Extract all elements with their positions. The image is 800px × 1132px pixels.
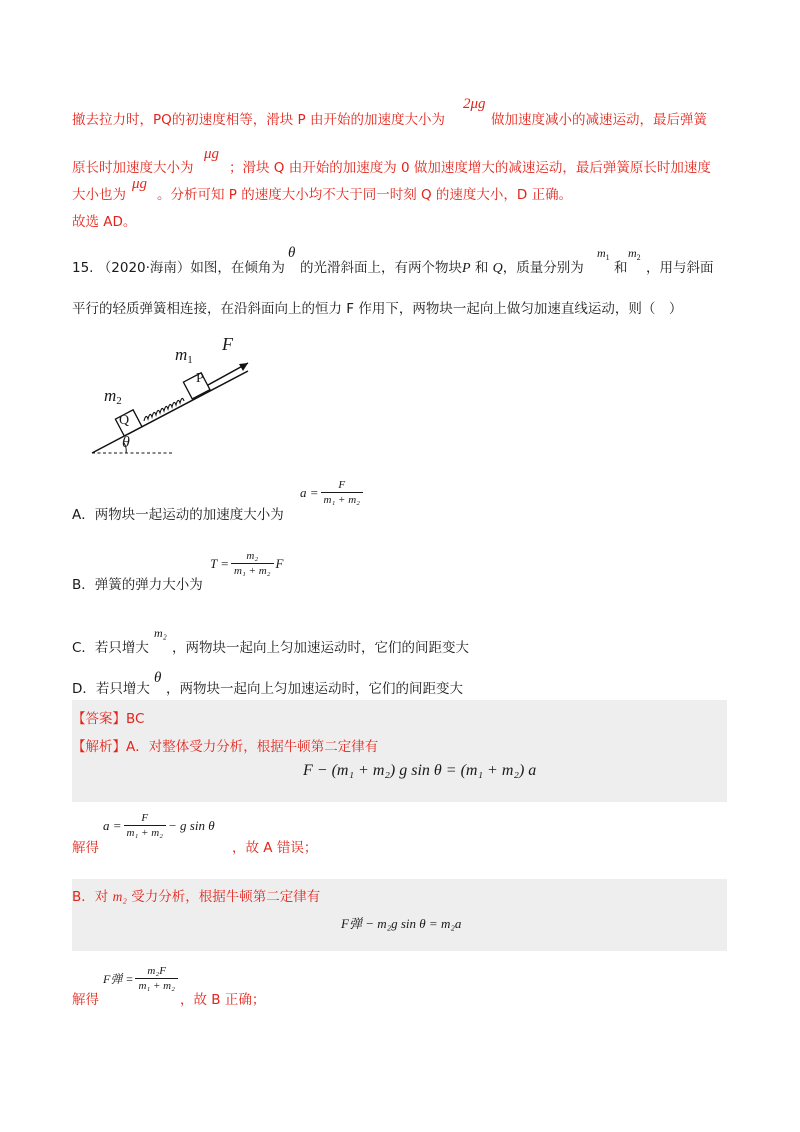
option-D-text-b: ，两物块一起向上匀加速运动时，它们的间距变大 (166, 681, 463, 697)
prev-solution-line-2a: 原长时加速度大小为 (72, 160, 194, 176)
option-B-formula (210, 550, 283, 577)
figure-label-m1 (175, 345, 193, 366)
numerator: m₂F (147, 965, 166, 977)
numerator: m₂ (246, 550, 259, 562)
m: m (628, 246, 637, 260)
numerator: F (338, 479, 346, 491)
math-mug-1: μg (204, 146, 220, 162)
analysis-label: 【解析】A．对整体受力分析，根据牛顿第二定律有 (72, 739, 379, 755)
denominator: m₁ + m₂ (135, 978, 177, 992)
m1-symbol (597, 246, 610, 262)
option-D-text-a: D．若只增大 (72, 681, 150, 697)
question-line-2: 平行的轻质弹簧相连接，在沿斜面向上的恒力 F 作用下，两物块一起向上做匀加速直线运动，则（ ） (72, 301, 683, 317)
text: 的光滑斜面上，有两个物块 (300, 260, 462, 276)
question-line-1 (72, 256, 285, 276)
option-C-text-a: C．若只增大 (72, 640, 149, 656)
lhs: a = (103, 817, 122, 833)
math-mug-2: μg (132, 176, 148, 192)
m2-symbol (628, 246, 641, 262)
figure-label-F: F (222, 334, 233, 354)
text: B．对 (72, 889, 113, 905)
fraction (231, 550, 273, 577)
question-number: 15. (72, 260, 94, 276)
m: m (104, 386, 117, 405)
option-A-text: A．两物块一起运动的加速度大小为 (72, 507, 284, 523)
lhs: a = (300, 484, 319, 500)
denominator: m₁ + m₂ (231, 563, 273, 577)
conclusion-B: ，故 B 正确； (180, 992, 266, 1008)
answer-label: 【答案】BC (72, 711, 145, 727)
denominator: m₁ + m₂ (321, 492, 363, 506)
m2: m₂ (112, 889, 128, 904)
m: m (175, 345, 188, 364)
prev-solution-line-4: 故选 AD。 (72, 214, 137, 230)
prev-solution-line-3a: 大小也为 (72, 187, 126, 203)
numerator: F (141, 812, 149, 824)
tail: F (275, 555, 284, 571)
prev-solution-line-1 (72, 108, 445, 128)
incline-line (92, 371, 248, 453)
figure-label-m2 (104, 386, 122, 407)
figure-label-Q: Q (119, 413, 130, 428)
fraction (124, 812, 166, 839)
sub: 1 (605, 253, 610, 262)
prev-solution-line-2b: ；滑块 Q 由开始的加速度为 0 做加速度增大的减速运动，最后弹簧原长时加速度 (229, 160, 711, 176)
fraction (135, 965, 177, 992)
question-line-1d: ，用与斜面 (646, 260, 714, 276)
question-line-1b (300, 256, 584, 277)
lhs: T = (210, 555, 230, 571)
conclusion-A: ，故 A 错误； (232, 840, 318, 856)
fraction (321, 479, 363, 506)
equation-3: F弹 − m₂g sin θ = m₂a (341, 916, 462, 931)
sub: 2 (636, 253, 641, 262)
analysis-B-label (72, 885, 320, 905)
denominator: m₁ + m₂ (124, 825, 166, 839)
P-symbol: P (462, 261, 471, 276)
option-B-text: B．弹簧的弹力大小为 (72, 577, 203, 593)
solve-word-2: 解得 (72, 992, 99, 1008)
spring (144, 398, 184, 421)
option-C-text-b: ，两物块一起向上匀加速运动时，它们的间距变大 (172, 640, 469, 656)
sub: 1 (187, 354, 193, 366)
text: 和 (470, 260, 493, 276)
text: 受力分析，根据牛顿第二定律有 (127, 889, 321, 905)
option-D-math: θ (154, 670, 162, 686)
equation-4 (103, 965, 180, 992)
prev-solution-line-1b: 做加速度减小的减速运动，最后弹簧 (491, 112, 707, 128)
figure-label-P: P (196, 371, 204, 386)
option-C-math: m₂ (154, 626, 167, 640)
figure-label-theta: θ (122, 434, 130, 451)
and-word: 和 (614, 260, 628, 276)
prev-solution-line-3b: 。分析可知 P 的速度大小均不大于同一时刻 Q 的速度大小，D 正确。 (157, 187, 573, 203)
theta-symbol: θ (288, 245, 296, 261)
option-A-formula (300, 479, 365, 506)
text: 撤去拉力时，PQ的初速度相等，滑块 P 由开始的加速度大小为 (72, 112, 445, 128)
m: m (597, 246, 606, 260)
lhs: F弹 = (103, 972, 134, 986)
text: ，质量分别为 (502, 260, 584, 276)
tail: − g sin θ (168, 817, 215, 833)
question-source: （2020·海南）如图，在倾角为 (97, 260, 285, 276)
sub: 2 (116, 395, 122, 407)
equation-2 (103, 812, 215, 839)
math-2mug: 2μg (463, 96, 486, 112)
Q-symbol: Q (492, 261, 503, 276)
equation-1: F − (m₁ + m₂) g sin θ = (m₁ + m₂) a (303, 762, 537, 779)
solve-word-1: 解得 (72, 840, 99, 856)
